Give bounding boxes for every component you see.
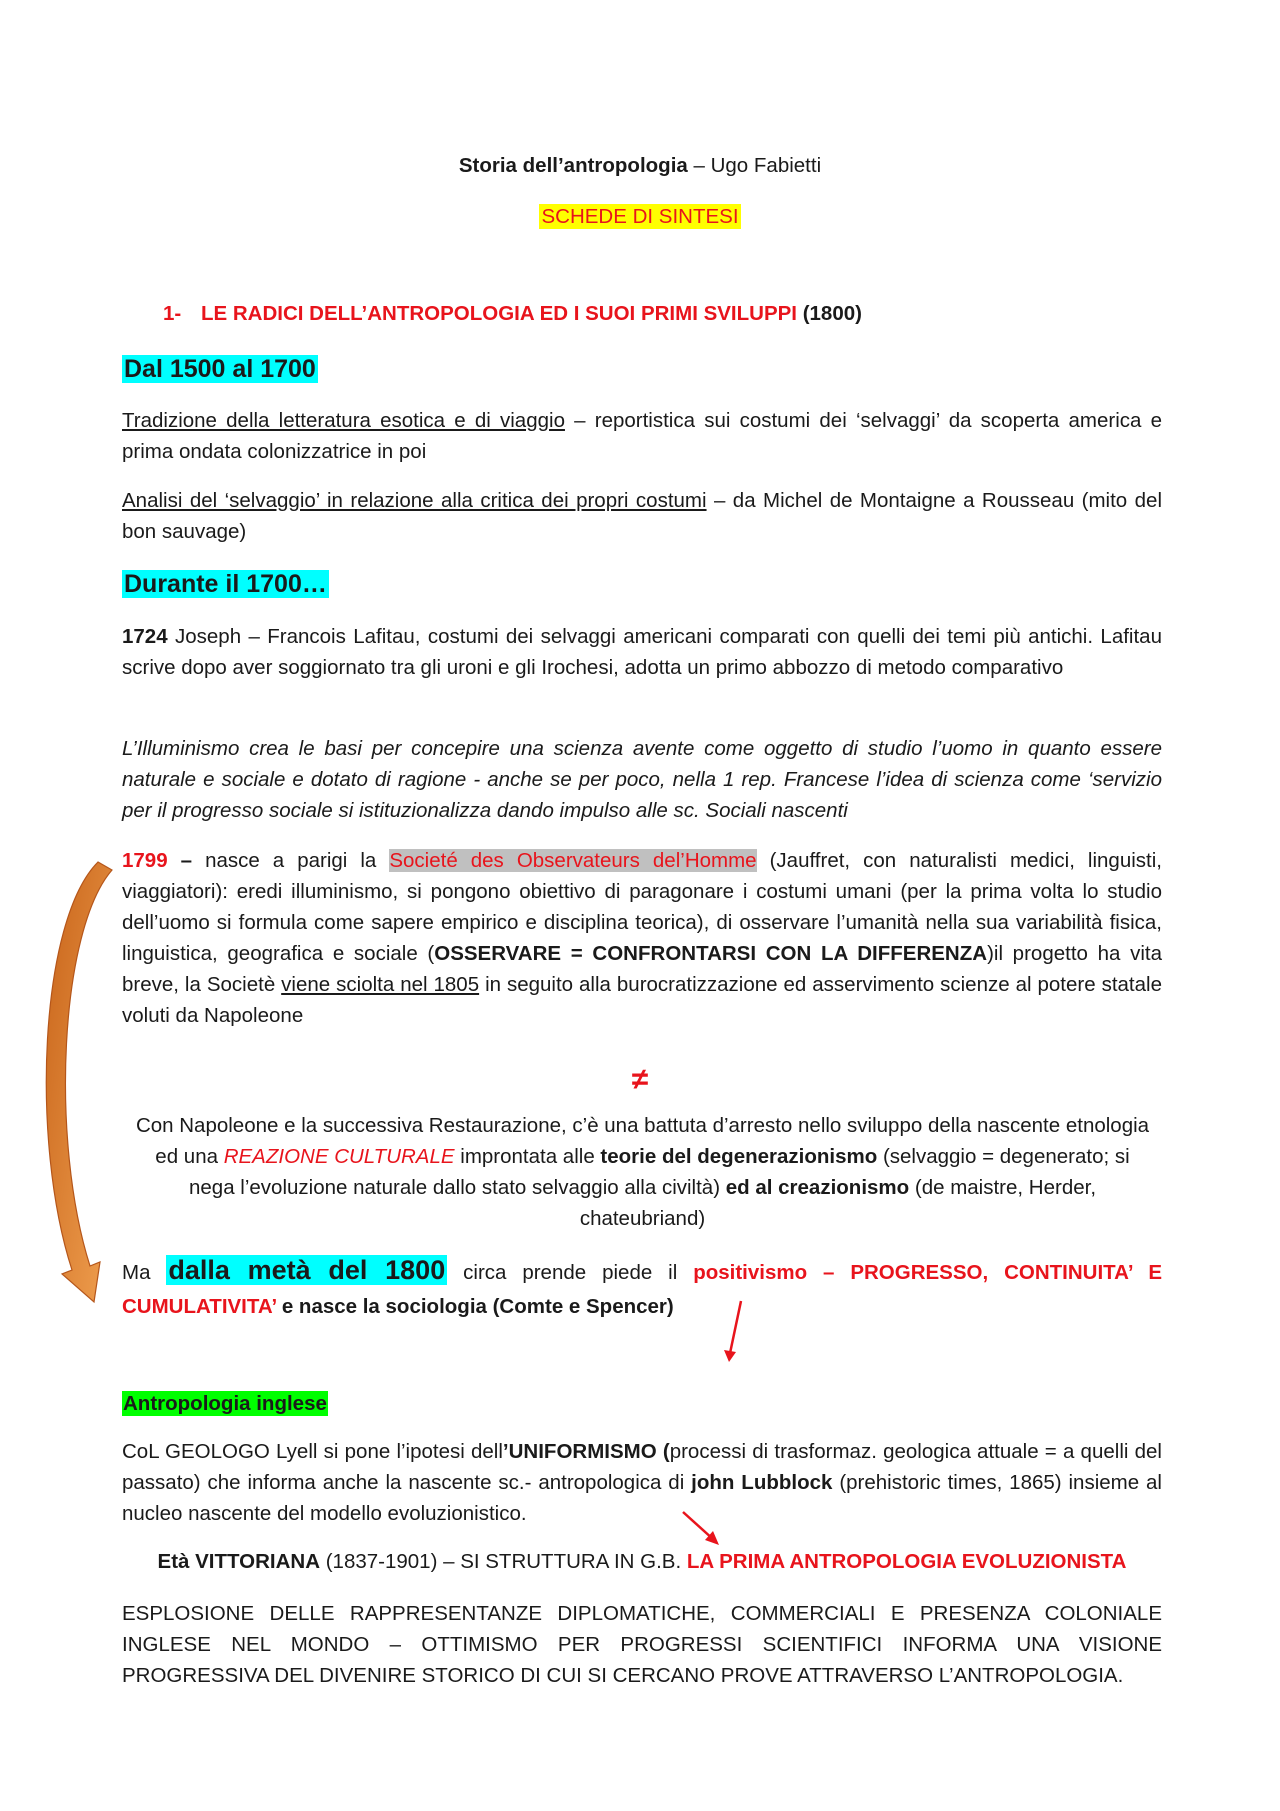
geologo-a: CoL GEOLOGO Lyell si pone l’ipotesi dell: [122, 1440, 503, 1463]
lubblock-bold: john Lubblock: [691, 1471, 833, 1494]
red-arrowhead-diagonal-icon: [705, 1531, 719, 1545]
napoleone-a: Con Napoleone e la successiva Restaurazione, c’è una battuta d’arresto nello sviluppo della nascente etnologia ed una: [135, 1114, 1150, 1168]
section-year: (1800): [802, 302, 862, 325]
paragraph-ma: [122, 1253, 1162, 1324]
text-1799-b: (Jauffret, con naturalisti medici, linguisti, viaggiatori): eredi illuminismo, si pongono obiettivo di paragonare i costumi umani (per la prima volta lo studio dell’uomo si formula come sapere empirico e disciplina teorica), di osservare l’umanità nella sua variabilità fisica, linguistica, geografica e sociale (: [122, 849, 1162, 965]
heading-1700-text: Durante il 1700…: [124, 570, 327, 598]
napoleone-c: (selvaggio = degenerato; si nega l’evoluzione naturale dallo stato selvaggio alla civiltà): [188, 1145, 1130, 1199]
heading-1700: [122, 566, 329, 602]
osservare-bold: OSSERVARE = CONFRONTARSI CON LA DIFFERENZA: [434, 942, 988, 965]
analisi-underlined: Analisi del ‘selvaggio’ in relazione alla critica dei propri costumi: [122, 489, 707, 512]
heading-1500-text: Dal 1500 al 1700: [124, 355, 316, 383]
creazionismo-bold: ed al creazionismo: [725, 1176, 910, 1199]
geologo-c: (prehistoric times, 1865) insieme al nucleo nascente del modello evoluzionistico.: [122, 1471, 1162, 1525]
paragraph-analisi: [122, 485, 1162, 547]
societe-name: Societé des Observateurs del’Homme: [389, 849, 757, 872]
year-1724: 1724: [122, 625, 168, 648]
text-1799-d: in seguito alla burocratizzazione ed asservimento scienze al potere statale voluti da Napoleone: [122, 973, 1162, 1027]
title-text: Storia dell’antropologia: [458, 154, 688, 177]
doc-title: [0, 154, 1280, 178]
not-equal-symbol: [0, 1063, 1280, 1097]
uniformismo-bold: ’UNIFORMISMO (: [502, 1440, 670, 1463]
paragraph-tradizione: [122, 405, 1162, 467]
paragraph-vittoriana: [122, 1550, 1162, 1574]
analisi-rest: – da Michel de Montaigne a Rousseau (mito del bon sauvage): [122, 489, 1162, 543]
text-1799-c: )il progetto ha vita breve, la Societè: [122, 942, 1162, 996]
reazione-culturale: REAZIONE CULTURALE: [223, 1145, 455, 1168]
section-title: LE RADICI DELL’ANTROPOLOGIA ED I SUOI PRIMI SVILUPPI: [200, 302, 797, 325]
geologo-b: processi di trasformaz. geologica attuale = a quelli del passato) che informa anche la nascente sc.- antropologica di: [122, 1440, 1162, 1494]
not-equal-text: ≠: [631, 1063, 649, 1096]
paragraph-napoleone: [130, 1110, 1155, 1234]
tradizione-underlined: Tradizione della letteratura esotica e di viaggio: [122, 409, 565, 432]
author-name: Ugo Fabietti: [710, 154, 822, 177]
ma-word: Ma: [122, 1261, 167, 1284]
evoluzionista-red: LA PRIMA ANTROPOLOGIA EVOLUZIONISTA: [686, 1550, 1127, 1573]
doc-subtitle: [0, 205, 1280, 229]
paragraph-1724: [122, 621, 1162, 683]
paragraph-illuminismo: [122, 733, 1162, 826]
esplosione-text: ESPLOSIONE DELLE RAPPRESENTANZE DIPLOMATICHE, COMMERCIALI E PRESENZA COLONIALE INGLESE NEL MONDO – OTTIMISMO PER PROGRESSI SCIENTIFICI INFORMA UNA VISIONE PROGRESSIVA DEL DIVENIRE STORICO DI CUI SI CERCANO PROVE ATTRAVERSO L’ANTROPOLOGIA.: [122, 1602, 1162, 1687]
text-1724: Joseph – Francois Lafitau, costumi dei selvaggi americani comparati con quelli dei temi più antichi. Lafitau scrive dopo aver soggiornato tra gli uroni e gli Irochesi, adotta un primo abbozzo di metodo comparativo: [122, 625, 1162, 679]
positivismo-red: positivismo – PROGRESSO, CONTINUITA’ E CUMULATIVITA’: [122, 1261, 1162, 1318]
paragraph-1799: [122, 845, 1162, 1031]
vittoriana-bold: Età VITTORIANA: [157, 1550, 321, 1573]
section-heading: [163, 302, 1163, 326]
napoleone-d: (de maistre, Herder, chateubriand): [579, 1176, 1097, 1230]
text-1799-a: nasce a parigi la: [192, 849, 390, 872]
paragraph-geologo: [122, 1436, 1162, 1529]
red-arrowhead-down-icon: [724, 1350, 736, 1362]
sociologia-bold: e nasce la sociologia (Comte e Spencer): [276, 1295, 674, 1318]
dash-1799: –: [167, 849, 193, 872]
meta-1800-highlight: dalla metà del 1800: [168, 1255, 446, 1285]
title-separator: –: [687, 154, 711, 177]
subtitle-text: SCHEDE DI SINTESI: [541, 205, 739, 228]
paragraph-esplosione: [122, 1598, 1162, 1691]
ma-text: circa prende piede il: [447, 1261, 694, 1284]
heading-1500: [122, 351, 318, 387]
napoleone-b: improntata alle: [454, 1145, 601, 1168]
year-1799: 1799: [122, 849, 168, 872]
heading-antropologia-inglese: [122, 1392, 328, 1416]
sciolta-underlined: viene sciolta nel 1805: [281, 973, 480, 996]
section-number: 1-: [163, 302, 182, 325]
antropologia-inglese-text: Antropologia inglese: [123, 1392, 327, 1415]
vittoriana-text: (1837-1901) – SI STRUTTURA IN G.B.: [320, 1550, 687, 1573]
illuminismo-text: L’Illuminismo crea le basi per concepire una scienza avente come oggetto di studio l’uomo in quanto essere naturale e sociale e dotato di ragione - anche se per poco, nella 1 rep. Francese l’idea di scienza come ‘servizio per il progresso sociale si istituzionalizza dando impulso alle sc. Sociali nascenti: [122, 737, 1162, 822]
degenerazionismo-bold: teorie del degenerazionismo: [600, 1145, 878, 1168]
tradizione-rest: – reportistica sui costumi dei ‘selvaggi’ da scoperta america e prima ondata colonizzatrice in poi: [122, 409, 1162, 463]
